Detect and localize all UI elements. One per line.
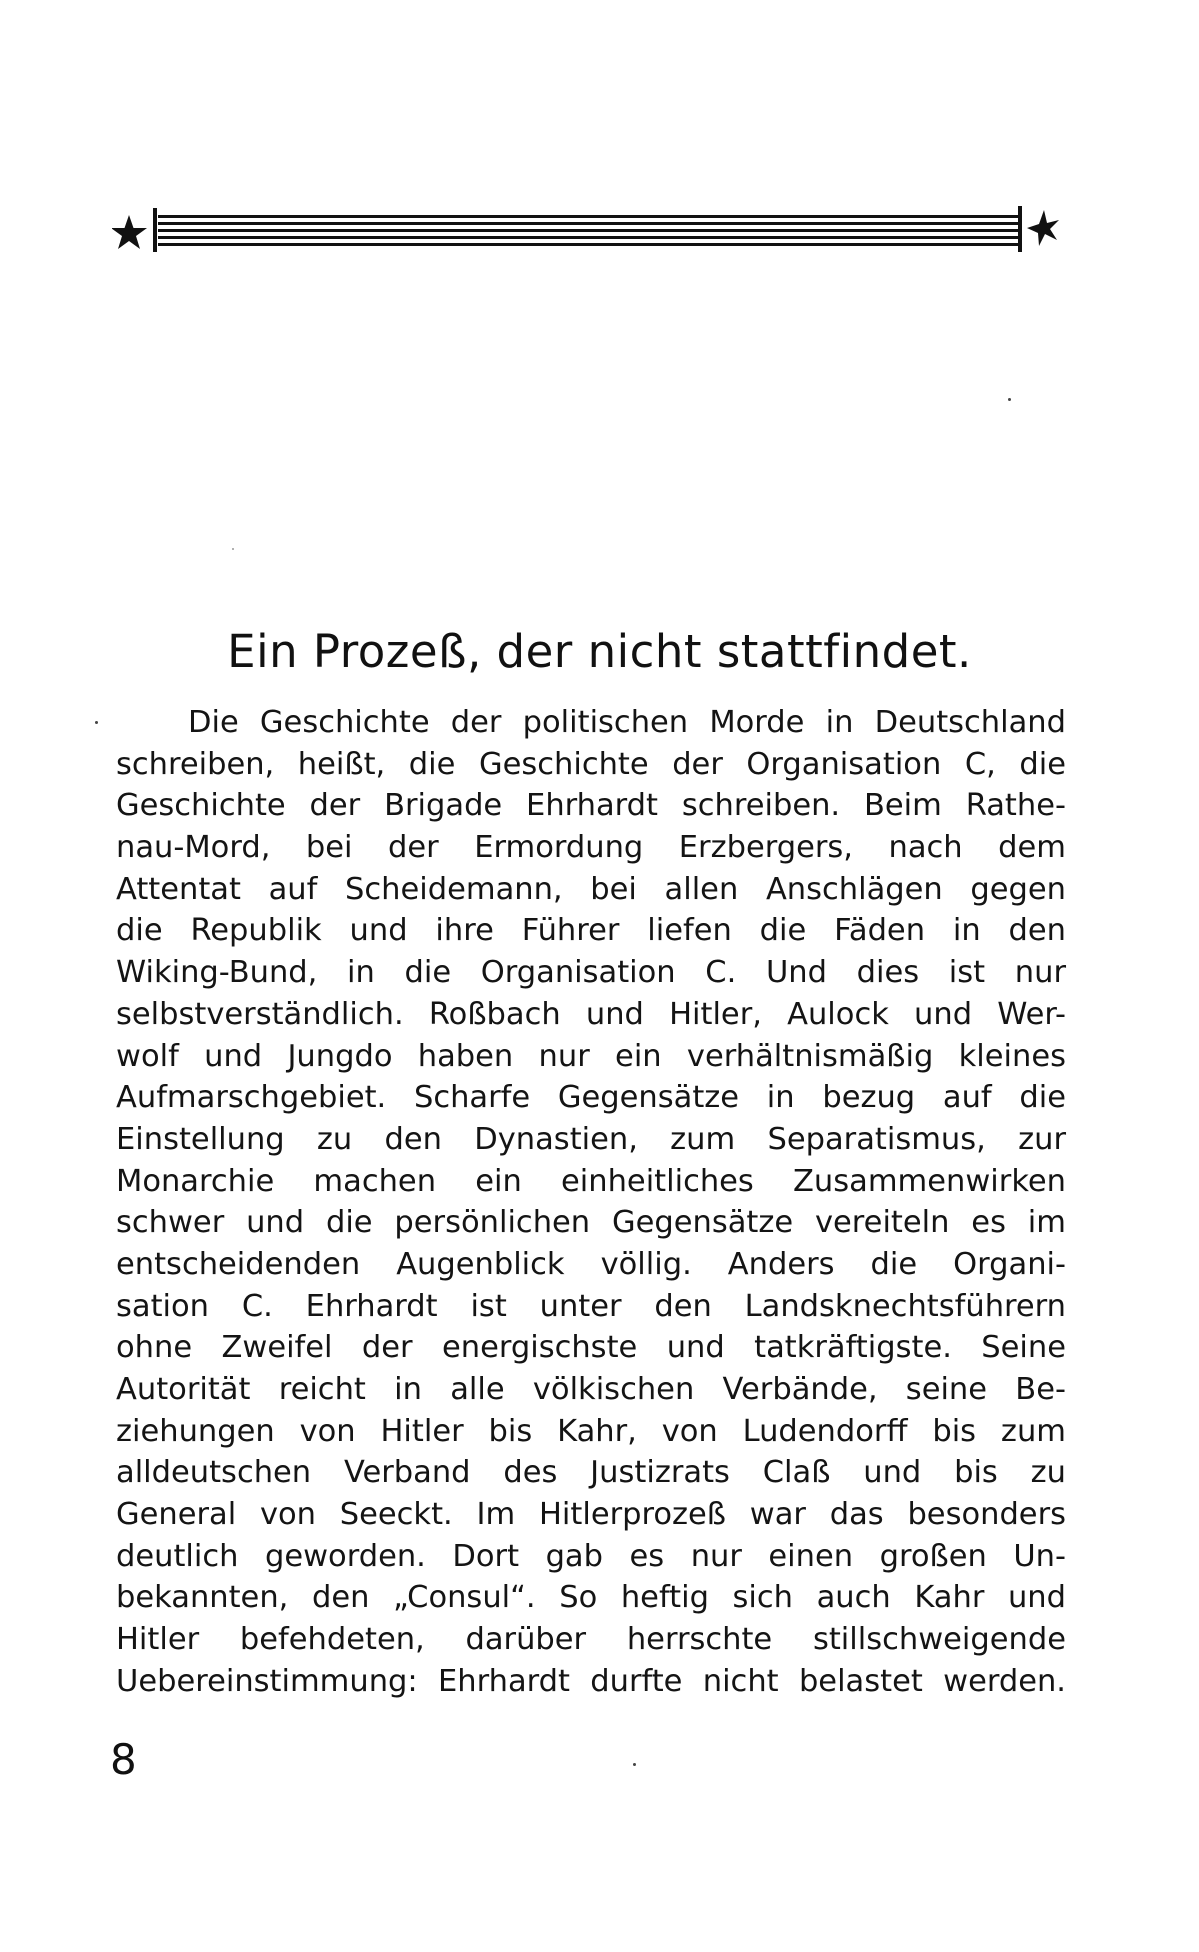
ornamental-rule (112, 198, 1062, 258)
scan-speck (232, 548, 234, 550)
body-line: schreiben, heißt, die Geschichte der Organisation C, die (116, 746, 1066, 782)
body-line: Die Geschichte der politischen Morde in Deutschland (188, 705, 1066, 740)
body-line: General von Seeckt. Im Hitlerprozeß war das besonders (116, 1497, 1066, 1533)
body-line: entscheidenden Augenblick völlig. Anders die Organi- (116, 1246, 1066, 1282)
body-line: Einstellung zu den Dynastien, zum Separatismus, zur (116, 1121, 1066, 1157)
body-line: wolf und Jungdo haben nur ein verhältnismäßig kleines (116, 1038, 1066, 1074)
star-icon (1027, 210, 1059, 246)
body-line: nau-Mord, bei der Ermordung Erzbergers, nach dem (116, 830, 1066, 866)
body-line: Wiking-Bund, in die Organisation C. Und dies ist nur (116, 955, 1066, 991)
body-line: Aufmarschgebiet. Scharfe Gegensätze in bezug auf die (116, 1080, 1066, 1116)
body-line: Autorität reicht in alle völkischen Verbände, seine Be- (116, 1372, 1066, 1407)
body-line: ohne Zweifel der energischste und tatkräftigste. Seine (116, 1330, 1066, 1366)
ornamental-rule-graphic (112, 198, 1062, 258)
body-line: die Republik und ihre Führer liefen die Fäden in den (116, 913, 1066, 949)
body-line: Attentat auf Scheidemann, bei allen Anschlägen gegen (116, 871, 1066, 907)
body-line: deutlich geworden. Dort gab es nur einen großen Un- (116, 1538, 1066, 1574)
body-line: schwer und die persönlichen Gegensätze vereiteln es im (116, 1205, 1066, 1241)
body-line: bekannten, den „Consul“. So heftig sich auch Kahr und (116, 1580, 1066, 1616)
body-line: ziehungen von Hitler bis Kahr, von Ludendorff bis zum (116, 1413, 1066, 1449)
body-line: alldeutschen Verband des Justizrats Claß und bis zu (116, 1455, 1066, 1491)
body-line: Geschichte der Brigade Ehrhardt schreiben. Beim Rathe- (116, 788, 1066, 824)
body-line: Uebereinstimmung: Ehrhardt durfte nicht belastet werden. (116, 1663, 1066, 1699)
scan-speck (1008, 398, 1011, 401)
body-line: sation C. Ehrhardt ist unter den Landsknechtsführern (116, 1288, 1066, 1324)
scan-speck (95, 721, 98, 724)
body-line: Monarchie machen ein einheitliches Zusammenwirken (116, 1163, 1066, 1199)
page-number: 8 (110, 1735, 137, 1784)
scan-speck (633, 1763, 636, 1766)
chapter-title: Ein Prozeß, der nicht stattfindet. (227, 625, 972, 678)
body-paragraph (116, 702, 1066, 1703)
body-line: Hitler befehdeten, darüber herrschte stillschweigende (116, 1622, 1066, 1658)
body-line: selbstverständlich. Roßbach und Hitler, Aulock und Wer- (116, 996, 1066, 1032)
star-icon (112, 215, 147, 249)
